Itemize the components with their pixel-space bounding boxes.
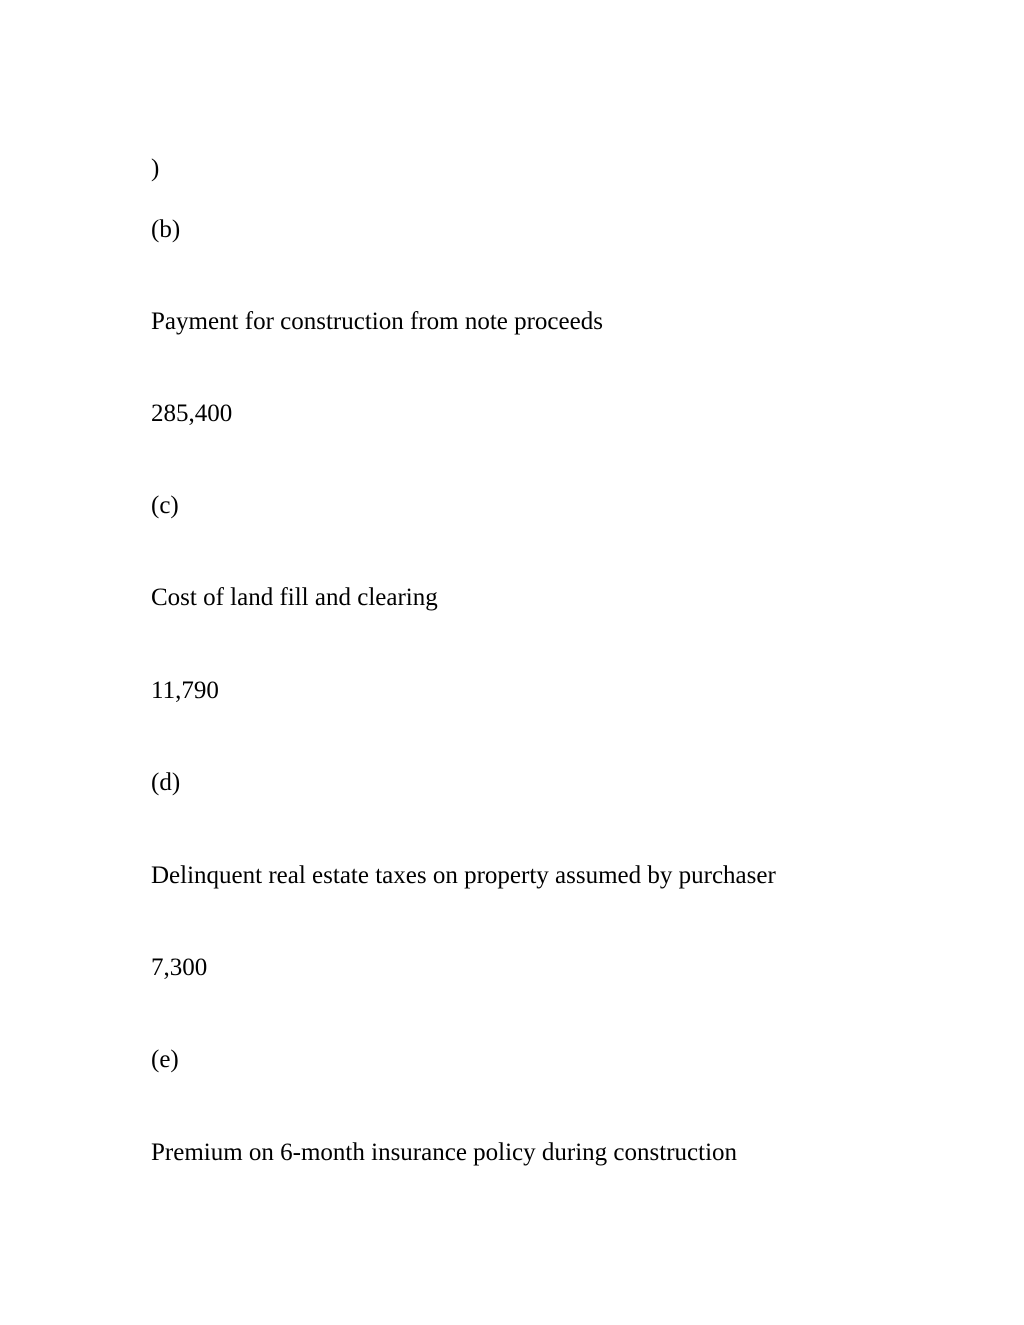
item-description-c: Cost of land fill and clearing xyxy=(151,584,438,611)
item-description-b: Payment for construction from note proceeds xyxy=(151,308,603,335)
closing-parenthesis-text: ) xyxy=(151,155,160,182)
item-label-c: (c) xyxy=(151,492,179,519)
item-label-e: (e) xyxy=(151,1046,179,1073)
item-description-d: Delinquent real estate taxes on property assumed by purchaser xyxy=(151,862,776,889)
item-label-d: (d) xyxy=(151,769,181,796)
item-amount-c: 11,790 xyxy=(151,677,219,704)
item-label-b: (b) xyxy=(151,216,181,243)
item-amount-b: 285,400 xyxy=(151,400,233,427)
item-description-e: Premium on 6-month insurance policy during construction xyxy=(151,1139,738,1166)
item-amount-d: 7,300 xyxy=(151,954,208,981)
